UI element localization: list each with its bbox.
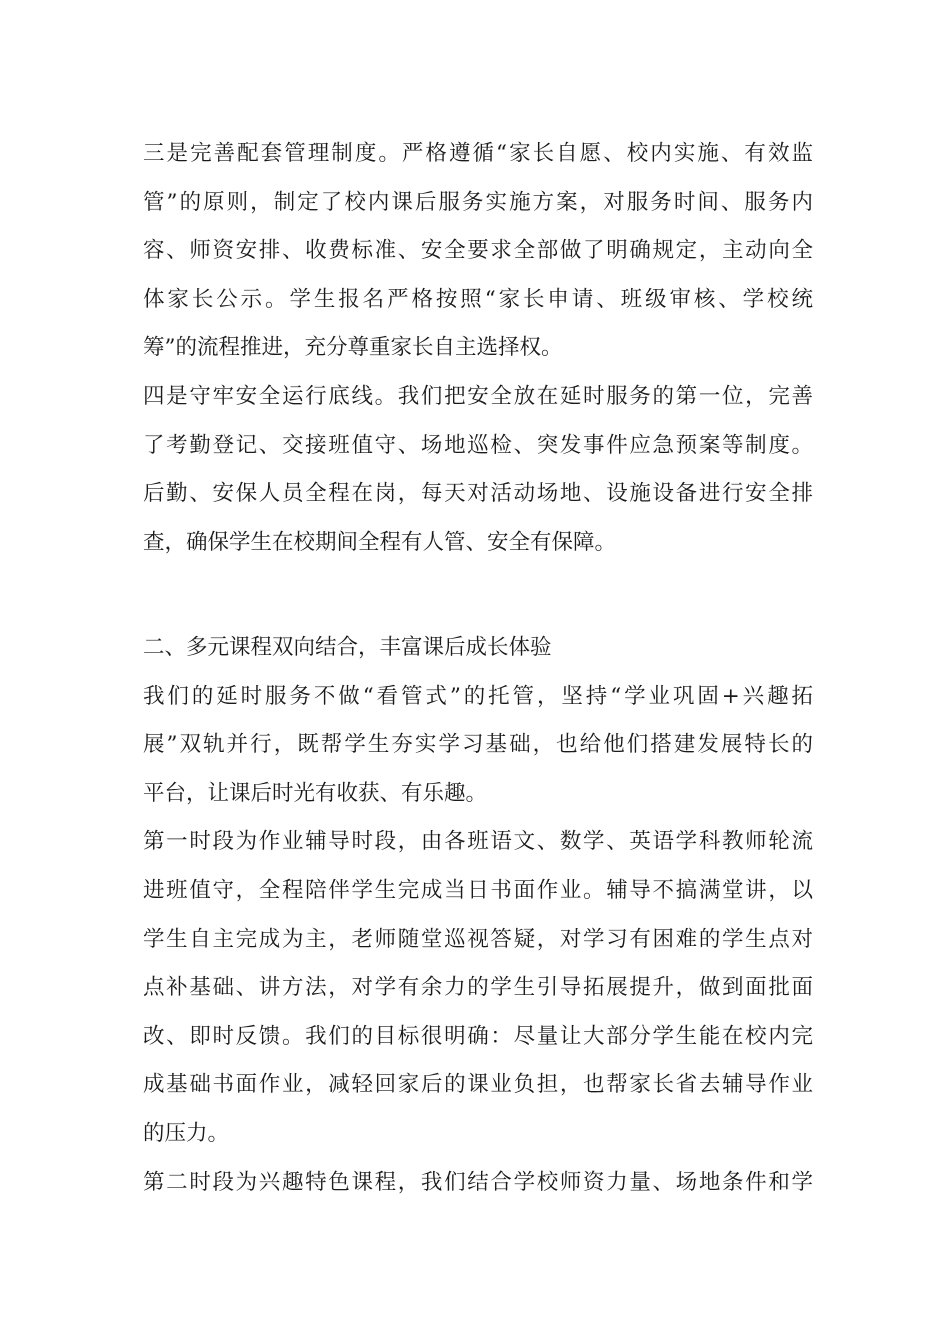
paragraph-line: 筹”的流程推进，充分尊重家长自主选择权。 (143, 335, 563, 361)
paragraph-line: 点补基础、讲方法，对学有余力的学生引导拓展提升，做到面批面 (143, 975, 813, 1001)
body-text-block-2 (143, 624, 813, 1207)
paragraph-line: 后勤、安保人员全程在岗，每天对活动场地、设施设备进行安全排 (143, 481, 813, 507)
paragraph-line: 四是守牢安全运行底线。我们把安全放在延时服务的第一位，完善 (143, 383, 813, 409)
section-heading: 二、多元课程双向结合，丰富课后成长体验 (143, 635, 552, 660)
paragraph-line: 我们的延时服务不做“看管式”的托管，坚持“学业巩固+兴趣拓 (143, 683, 813, 709)
paragraph-line: 体家长公示。学生报名严格按照“家长申请、班级审核、学校统 (143, 286, 813, 312)
paragraph-line: 学生自主完成为主，老师随堂巡视答疑，对学习有困难的学生点对 (143, 926, 813, 952)
paragraph-line: 的压力。 (143, 1120, 230, 1146)
paragraph-line: 展”双轨并行，既帮学生夯实学习基础，也给他们搭建发展特长的 (143, 732, 813, 758)
paragraph-line: 三是完善配套管理制度。严格遵循“家长自愿、校内实施、有效监 (143, 141, 813, 166)
paragraph-line: 平台，让课后时光有收获、有乐趣。 (143, 780, 488, 806)
paragraph-line: 容、师资安排、收费标准、安全要求全部做了明确规定，主动向全 (143, 238, 813, 264)
paragraph-line: 查，确保学生在校期间全程有人管、安全有保障。 (143, 529, 617, 555)
paragraph-line: 进班值守，全程陪伴学生完成当日书面作业。辅导不搞满堂讲，以 (143, 877, 813, 903)
paragraph-line: 第一时段为作业辅导时段，由各班语文、数学、英语学科教师轮流 (143, 829, 813, 855)
body-text-block-1 (143, 130, 813, 567)
paragraph-line: 管”的原则，制定了校内课后服务实施方案，对服务时间、服务内 (143, 189, 813, 215)
paragraph-line: 成基础书面作业，减轻回家后的课业负担，也帮家长省去辅导作业 (143, 1072, 813, 1098)
paragraph-line: 了考勤登记、交接班值守、场地巡检、突发事件应急预案等制度。 (143, 432, 813, 458)
paragraph-line: 改、即时反馈。我们的目标很明确：尽量让大部分学生能在校内完 (143, 1023, 813, 1049)
paragraph-line: 第二时段为兴趣特色课程，我们结合学校师资力量、场地条件和学 (143, 1169, 813, 1195)
